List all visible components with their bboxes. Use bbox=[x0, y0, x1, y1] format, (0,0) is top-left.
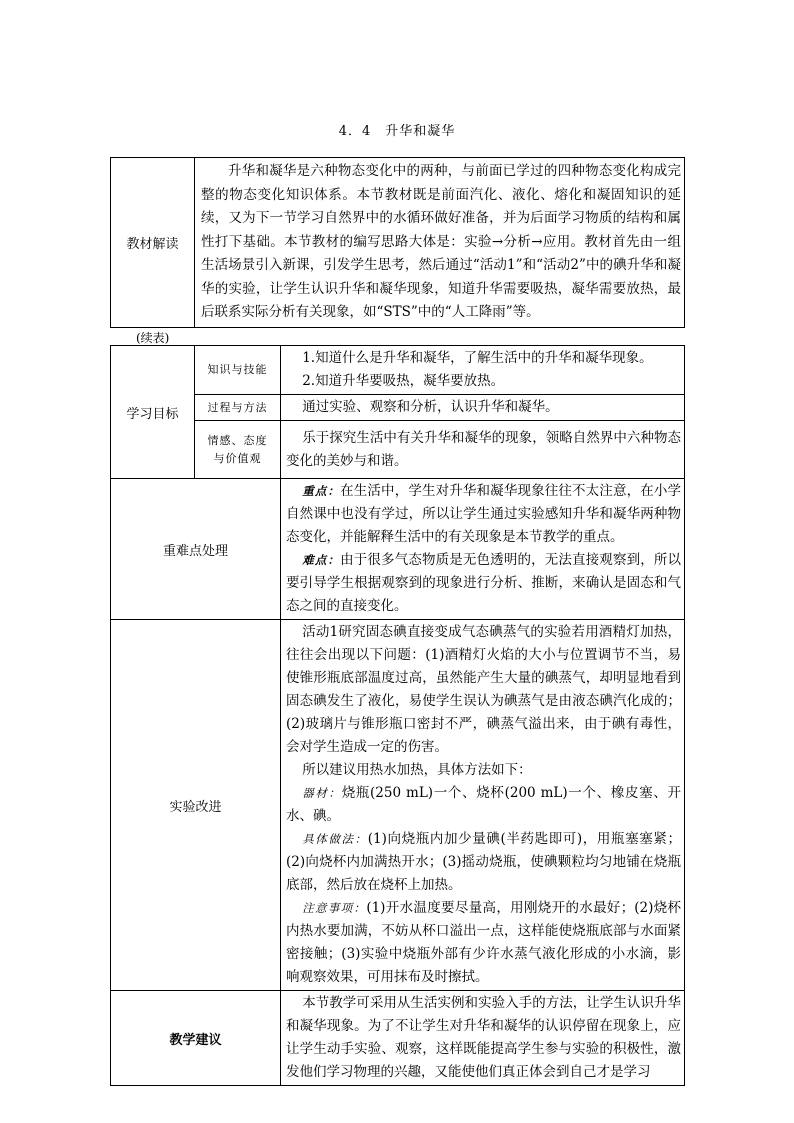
difficulty-text: 由于很多气态物质是无色透明的，无法直接观察到，所以要引导学生根据观察到的现象进行分析、推断，来确认是固态和气态之间的直接变化。 bbox=[286, 552, 682, 614]
continued-label: (续表) bbox=[136, 331, 170, 345]
goals-attitude-line: 乐于探究生活中有关升华和凝华的现象，领略自然界中六种物态变化的美妙与和谐。 bbox=[286, 429, 681, 469]
experiment-cell bbox=[281, 620, 685, 991]
experiment-header: 实验改进 bbox=[111, 620, 281, 991]
intro-header: 教材解读 bbox=[111, 158, 195, 328]
goals-process-line: 通过实验、观察和分析，认识升华和凝华。 bbox=[302, 399, 559, 415]
equipment-text: 烧瓶(250 mL)一个、烧杯(200 mL)一个、橡皮塞、开水、碘。 bbox=[286, 785, 681, 824]
intro-text-cell bbox=[195, 158, 685, 328]
goals-attitude-label-2: 与价值观 bbox=[213, 451, 262, 465]
keypoints-header: 重难点处理 bbox=[111, 479, 281, 620]
difficulty-label: 难点： bbox=[302, 553, 341, 567]
intro-table bbox=[110, 157, 685, 328]
method-text: (1)向烧瓶内加少量碘(半药匙即可)，用瓶塞塞紧；(2)向烧杯内加满热开水；(3)摇动烧瓶，使碘颗粒均匀地铺在烧瓶底部，然后放在烧杯上加热。 bbox=[286, 831, 682, 893]
goals-header: 学习目标 bbox=[111, 346, 195, 479]
experiment-para-1: 活动1研究固态碘直接变成气态碘蒸气的实验若用酒精灯加热，往往会出现以下问题：(1)酒精灯火焰的大小与位置调节不当，易使锥形瓶底部温度过高，虽然能产生大量的碘蒸气，却明显地看到固态碘发生了液化，易使学生误认为碘蒸气是由液态碘汽化成的；(2)玻璃片与锥形瓶口密封不严，碘蒸气溢出来，由于碘有毒性，会对学生造成一定的伤害。 bbox=[286, 624, 681, 755]
keypoints-cell bbox=[281, 479, 685, 620]
goals-process-label: 过程与方法 bbox=[195, 395, 281, 421]
goals-knowledge-cell bbox=[281, 346, 685, 395]
teaching-cell bbox=[281, 991, 685, 1086]
intro-text: 升华和凝华是六种物态变化中的两种，与前面已学过的四种物态变化构成完整的物态变化知识体系。本节教材既是前面汽化、液化、熔化和凝固知识的延续，又为下一节学习自然界中的水循环做好准备，并为后面学习物质的结构和属性打下基础。本节教材的编写思路大体是：实验→分析→应用。教材首先由一组生活场景引入新课，引发学生思考，然后通过“活动1”和“活动2”中的碘升华和凝华的实验，让学生认识升华和凝华现象，知道升华需要吸热，凝华需要放热，最后联系实际分析有关现象，如“STS”中的“人工降雨”等。 bbox=[201, 163, 681, 320]
goals-knowledge-label: 知识与技能 bbox=[195, 346, 281, 395]
goals-attitude-cell bbox=[281, 421, 685, 479]
focus-text: 在生活中，学生对升华和凝华现象往往不太注意，在小学自然课中也没有学过，所以让学生通过实验感知升华和凝华两种物态变化，并能解释生活中的有关现象是本节教学的重点。 bbox=[286, 483, 682, 545]
teaching-header: 教学建议 bbox=[111, 991, 281, 1086]
notes-text: (1)开水温度要尽量高，用刚烧开的水最好；(2)烧杯内热水要加满，不妨从杯口溢出一点，这样能使烧瓶底部与水面紧密接触；(3)实验中烧瓶外部有少许水蒸气液化形成的小水滴，影响观察效果，可用抹布及时擦拭。 bbox=[286, 900, 682, 985]
experiment-para-2: 所以建议用热水加热，具体方法如下： bbox=[302, 762, 532, 778]
main-table bbox=[110, 345, 685, 1086]
goals-attitude-label-1: 情感、态度 bbox=[207, 433, 268, 447]
teaching-text: 本节教学可采用从生活实例和实验入手的方法，让学生认识升华和凝华现象。为了不让学生对升华和凝华的认识停留在现象上，应让学生动手实验、观察，这样既能提高学生参与实验的积极性，激发他们学习物理的兴趣，又能使他们真正体会到自己才是学习 bbox=[286, 995, 681, 1080]
equipment-label: 器材： bbox=[302, 786, 342, 800]
goals-knowledge-line-2: 2.知道升华要吸热，凝华要放热。 bbox=[302, 373, 505, 389]
method-label: 具体做法： bbox=[302, 832, 368, 846]
goals-process-cell bbox=[281, 395, 685, 421]
goals-attitude-label bbox=[195, 421, 281, 479]
goals-knowledge-line-1: 1.知道什么是升华和凝华，了解生活中的升华和凝华现象。 bbox=[302, 350, 653, 366]
notes-label: 注意事项： bbox=[302, 901, 367, 915]
focus-label: 重点： bbox=[302, 484, 341, 498]
page-title: 4．4 升华和凝华 bbox=[338, 124, 456, 139]
